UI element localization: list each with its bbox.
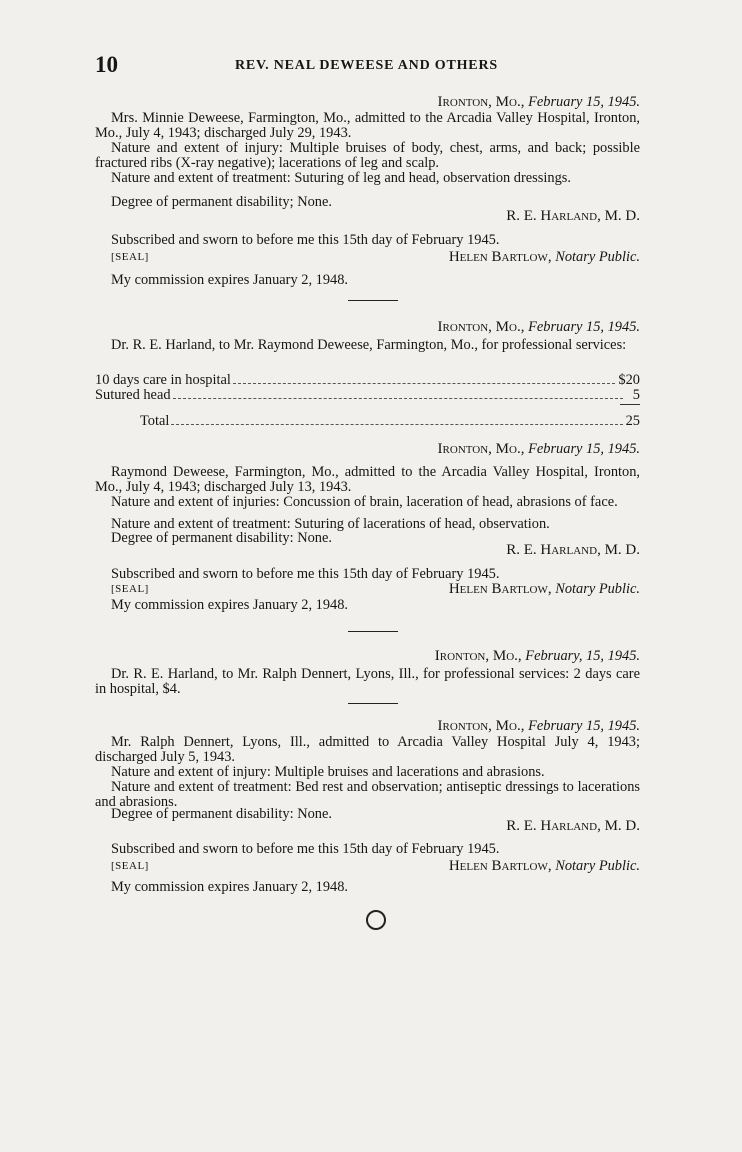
injury-description: Nature and extent of injuries: Concussion of brain, laceration of head, abrasions of face. — [111, 494, 618, 510]
dateline: Ironton, Mo., February 15, 1945. — [437, 319, 640, 335]
physician-signature: R. E. Harland, M. D. — [506, 542, 640, 558]
dot-leader — [173, 398, 623, 399]
commission-expiry: My commission expires January 2, 1948. — [111, 597, 349, 613]
bill-statement: Dr. R. E. Harland, to Mr. Ralph Dennert, Lyons, Ill., for professional services: 2 days care in hospital, $4. — [95, 666, 640, 698]
notary-line — [95, 250, 640, 265]
dateline: Ironton, Mo., February 15, 1945. — [437, 94, 640, 110]
bill-line-item — [95, 373, 640, 388]
dot-leader — [171, 424, 622, 425]
bill-total-label: Total — [140, 413, 170, 429]
physician-signature: R. E. Harland, M. D. — [506, 208, 640, 224]
disability-statement: Degree of permanent disability; None. — [111, 194, 332, 210]
injury-description: Nature and extent of injury: Multiple bruises of body, chest, arms, and back; possible fractured ribs (X-ray negative); lacerations of leg and scalp. — [95, 140, 640, 172]
bill-item-amount: 5 — [632, 387, 640, 403]
disability-statement: Degree of permanent disability: None. — [111, 806, 332, 822]
commission-expiry: My commission expires January 2, 1948. — [111, 879, 349, 895]
treatment-description: Nature and extent of treatment: Bed rest and observation; antiseptic dressings to lacerations and abrasions. — [95, 779, 640, 811]
bill-statement: Dr. R. E. Harland, to Mr. Raymond Deweese, Farmington, Mo., for professional services: — [111, 337, 627, 353]
section-divider — [348, 703, 398, 704]
page-number: 10 — [95, 52, 118, 77]
end-mark-circle — [366, 910, 386, 930]
page-header — [95, 52, 640, 78]
section-divider — [348, 300, 398, 301]
running-head: REV. NEAL DEWEESE AND OTHERS — [235, 58, 498, 73]
injury-description: Nature and extent of injury: Multiple bruises and lacerations and abrasions. — [111, 764, 545, 780]
bill-item-label: 10 days care in hospital — [95, 372, 231, 388]
commission-expiry: My commission expires January 2, 1948. — [111, 272, 349, 288]
dateline: Ironton, Mo., February 15, 1945. — [437, 718, 640, 734]
treatment-description: Nature and extent of treatment: Suturing of leg and head, observation dressings. — [111, 170, 571, 186]
admission-statement: Mr. Ralph Dennert, Lyons, Ill., admitted to Arcadia Valley Hospital July 4, 1943; discharged July 5, 1943. — [95, 734, 640, 766]
treatment-description: Nature and extent of treatment: Suturing of lacerations of head, observation. — [111, 516, 550, 532]
physician-signature: R. E. Harland, M. D. — [506, 818, 640, 834]
sworn-statement: Subscribed and sworn to before me this 15th day of February 1945. — [111, 841, 500, 857]
bill-total-amount: 25 — [625, 413, 640, 429]
dateline: Ironton, Mo., February, 15, 1945. — [434, 648, 640, 664]
bill-item-label: Sutured head — [95, 387, 171, 403]
bill-total — [95, 414, 640, 429]
sworn-statement: Subscribed and sworn to before me this 15th day of February 1945. — [111, 232, 500, 248]
seal-label: [SEAL] — [111, 860, 149, 872]
seal-label: [SEAL] — [111, 251, 149, 263]
sworn-statement: Subscribed and sworn to before me this 15th day of February 1945. — [111, 566, 500, 582]
notary-line — [95, 582, 640, 597]
admission-statement: Raymond Deweese, Farmington, Mo., admitted to the Arcadia Valley Hospital, Ironton, Mo., July 4, 1943; discharged July 13, 1943. — [95, 464, 640, 496]
section-divider — [348, 631, 398, 632]
bill-item-amount: $20 — [618, 372, 640, 388]
notary-line — [95, 859, 640, 874]
sum-rule — [620, 404, 640, 405]
bill-line-item — [95, 388, 640, 403]
seal-label: [SEAL] — [111, 583, 149, 595]
disability-statement: Degree of permanent disability: None. — [111, 530, 332, 546]
notary-signature: Helen Bartlow, Notary Public. — [448, 858, 640, 874]
notary-signature: Helen Bartlow, Notary Public. — [448, 249, 640, 265]
notary-signature: Helen Bartlow, Notary Public. — [448, 581, 640, 597]
dateline: Ironton, Mo., February 15, 1945. — [437, 441, 640, 457]
admission-statement: Mrs. Minnie Deweese, Farmington, Mo., admitted to the Arcadia Valley Hospital, Ironton, Mo., July 4, 1943; discharged July 29, 1943. — [95, 110, 640, 142]
dot-leader — [233, 383, 616, 384]
